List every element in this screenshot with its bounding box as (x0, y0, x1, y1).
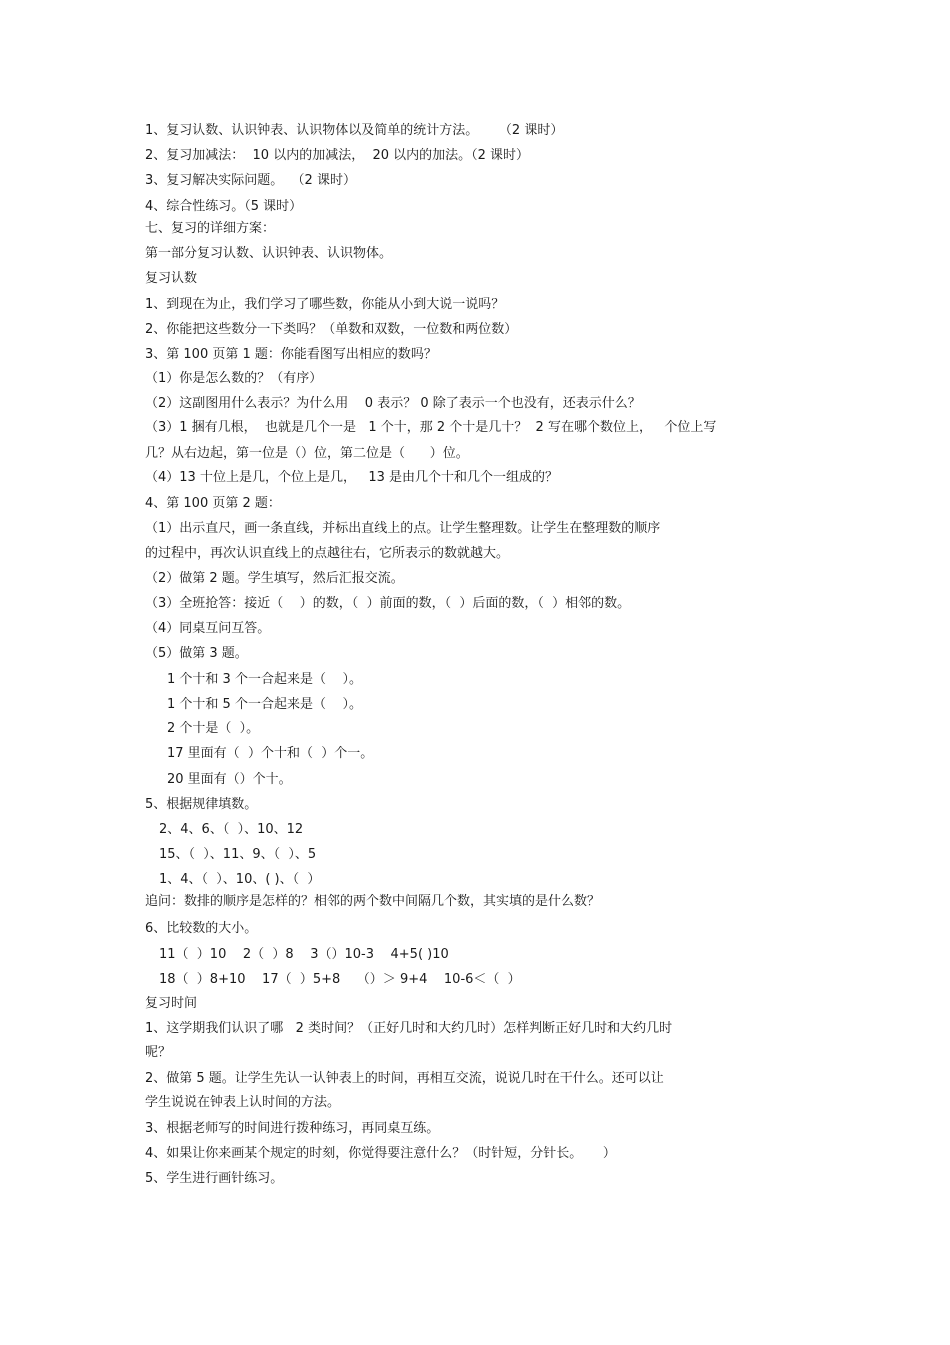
line-38: 呢？ (145, 1045, 172, 1060)
line-21: （4）同桌互问互答。 (145, 621, 271, 636)
line-41: 3、根据老师写的时间进行拨种练习，再同桌互练。 (145, 1121, 440, 1136)
line-04: 4、综合性练习。（5 课时） (145, 199, 303, 214)
line-16: 4、第 100 页第 2 题： (145, 496, 281, 511)
line-13: （3）1 捆有几根， 也就是几个一是 1 个十，那 2 个十是几十？ 2 写在哪个数位上， 个位上写 (145, 420, 717, 435)
line-30: 15、（ ）、11、9、（ ）、5 (159, 847, 317, 862)
line-33: 6、比较数的大小。 (145, 921, 258, 936)
line-28: 5、根据规律填数。 (145, 797, 258, 812)
line-08: 1、到现在为止，我们学习了哪些数，你能从小到大说一说吗？ (145, 297, 505, 312)
line-10: 3、第 100 页第 1 题：你能看图写出相应的数吗？ (145, 347, 437, 362)
line-07: 复习认数 (145, 271, 198, 286)
line-39: 2、做第 5 题。让学生先认一认钟表上的时间，再相互交流，说说几时在干什么。还可以让 (145, 1071, 664, 1086)
line-12: （2）这副图用什么表示？为什么用 0 表示？ 0 除了表示一个也没有，还表示什么？ (145, 396, 641, 411)
line-26: 17 里面有（ ）个十和（ ）个一。 (167, 746, 374, 761)
line-18: 的过程中，再次认识直线上的点越往右，它所表示的数就越大。 (145, 546, 510, 561)
line-42: 4、如果让你来画某个规定的时刻，你觉得要注意什么？（时针短，分针长。 ） (145, 1146, 616, 1161)
line-09: 2、你能把这些数分一下类吗？（单数和双数，一位数和两位数） (145, 322, 518, 337)
line-35: 18（ ）8+10 17（ ）5+8 （）＞ 9+4 10-6＜（ ） (159, 972, 521, 987)
line-29: 2、4、6、（ ）、10、12 (159, 822, 304, 837)
line-14: 几？从右边起，第一位是（）位，第二位是（ ）位。 (145, 446, 469, 461)
line-03: 3、复习解决实际问题。 （2 课时） (145, 173, 356, 188)
line-23: 1 个十和 3 个一合起来是（ ）。 (167, 672, 362, 687)
line-01: 1、复习认数、认识钟表、认识物体以及简单的统计方法。 （2 课时） (145, 123, 564, 138)
line-15: （4）13 十位上是几，个位上是几， 13 是由几个十和几个一组成的？ (145, 470, 559, 485)
line-06: 第一部分复习认数、认识钟表、认识物体。 (145, 246, 393, 261)
line-43: 5、学生进行画针练习。 (145, 1171, 284, 1186)
line-02: 2、复习加减法： 10 以内的加减法， 20 以内的加法。（2 课时） (145, 148, 530, 163)
line-22: （5）做第 3 题。 (145, 646, 248, 661)
line-25: 2 个十是（ ）。 (167, 721, 260, 736)
line-34: 11（ ）10 2（ ）8 3（）10-3 4+5( )10 (159, 947, 449, 962)
line-05: 七、复习的详细方案： (145, 221, 276, 236)
line-36: 复习时间 (145, 996, 198, 1011)
line-32: 追问：数排的顺序是怎样的？相邻的两个数中间隔几个数，其实填的是什么数？ (145, 894, 601, 909)
line-19: （2）做第 2 题。学生填写，然后汇报交流。 (145, 571, 404, 586)
line-24: 1 个十和 5 个一合起来是（ ）。 (167, 697, 362, 712)
line-17: （1）出示直尺，画一条直线，并标出直线上的点。让学生整理数。让学生在整理数的顺序 (145, 521, 661, 536)
line-40: 学生说说在钟表上认时间的方法。 (145, 1095, 341, 1110)
line-27: 20 里面有（）个十。 (167, 772, 292, 787)
line-37: 1、这学期我们认识了哪 2 类时间？（正好几时和大约几时）怎样判断正好几时和大约几时 (145, 1021, 673, 1036)
line-20: （3）全班抢答：接近（ ）的数，（ ）前面的数，（ ）后面的数，（ ）相邻的数。 (145, 596, 631, 611)
line-11: （1）你是怎么数的？（有序） (145, 371, 323, 386)
line-31: 1、4、（ ）、10、( )、（ ） (159, 872, 321, 887)
